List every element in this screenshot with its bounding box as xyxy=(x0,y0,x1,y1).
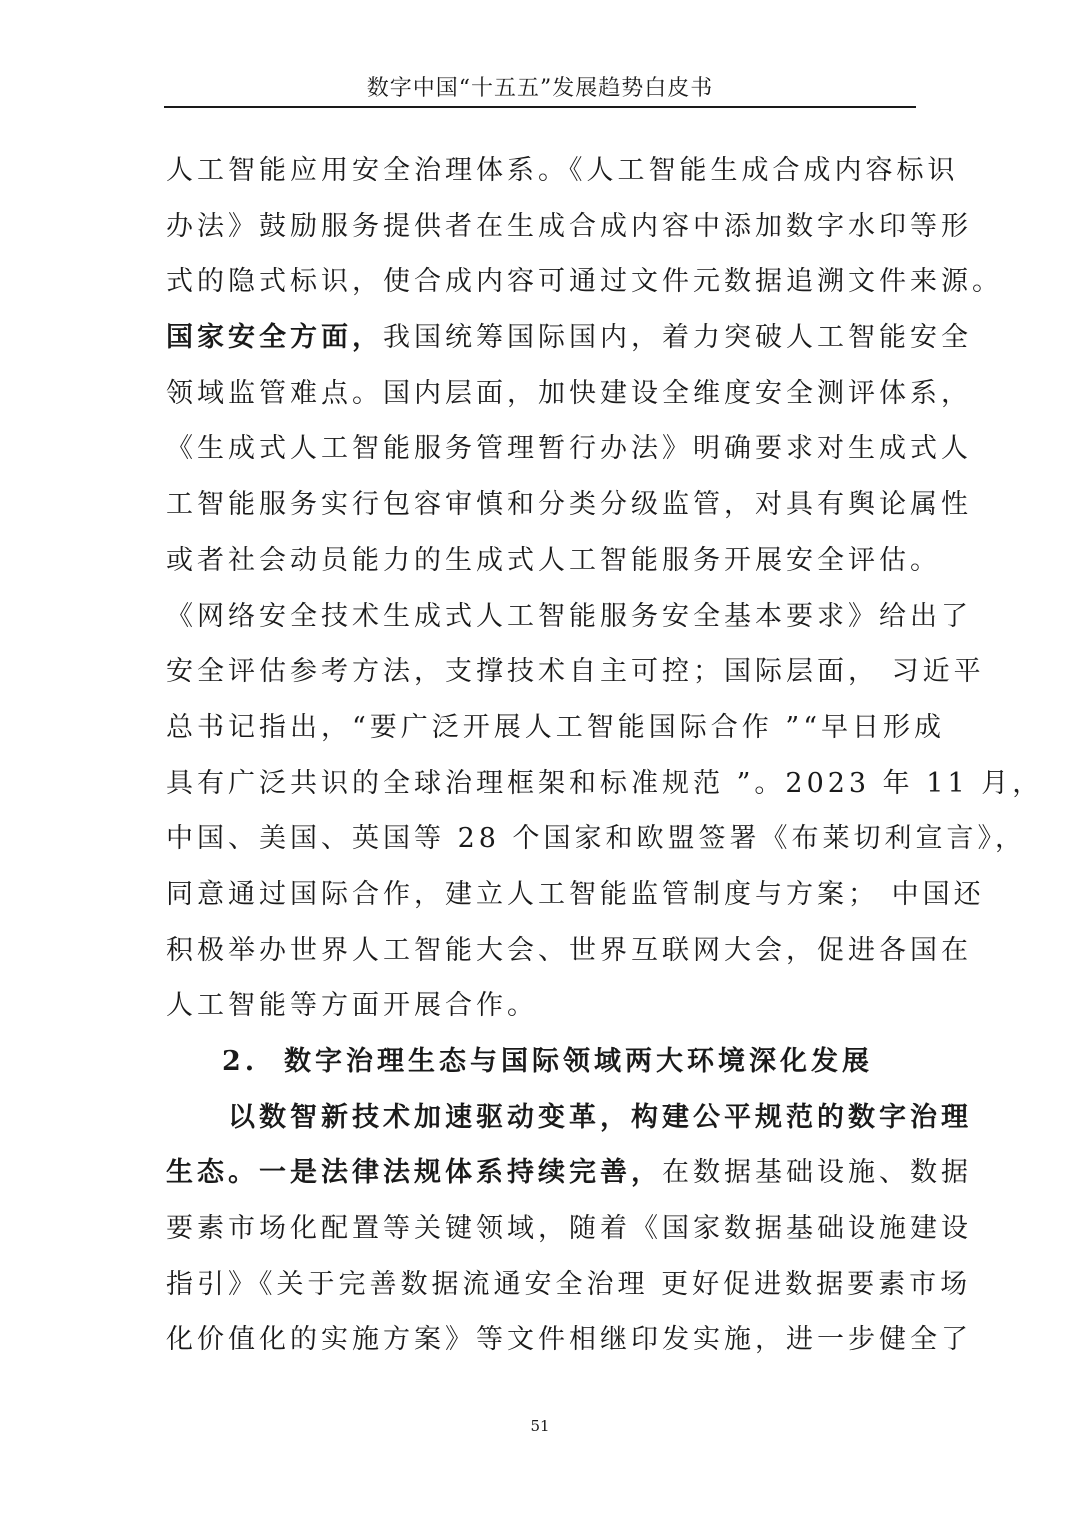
text-line: 总书记指出，“要广泛开展人工智能国际合作 ”“早日形成 xyxy=(166,711,945,743)
text-line: 积极举办世界人工智能大会、世界互联网大会，促进各国在 xyxy=(166,934,972,966)
text-line: 安全评估参考方法，支撑技术自主可控；国际层面， 习近平 xyxy=(166,656,985,688)
body-text xyxy=(166,143,1044,1368)
text-line: 要素市场化配置等关键领域，随着《国家数据基础设施建设 xyxy=(166,1213,972,1245)
text-line: 同意通过国际合作，建立人工智能监管制度与方案； 中国还 xyxy=(166,878,985,910)
page-number: 51 xyxy=(530,1417,550,1435)
text-line: 化价值化的实施方案》等文件相继印发实施，进一步健全了 xyxy=(166,1324,972,1356)
text-line: 人工智能等方面开展合作。 xyxy=(166,990,538,1022)
section-number: 2. xyxy=(222,1046,259,1077)
text-line: 《网络安全技术生成式人工智能服务安全基本要求》给出了 xyxy=(166,600,972,632)
section-title: 数字治理生态与国际领域两大环境深化发展 xyxy=(284,1046,873,1077)
text-line: 人工智能应用安全治理体系。《人工智能生成合成内容标识 xyxy=(166,155,959,186)
text-line: 指引》《关于完善数据流通安全治理 更好促进数据要素市场 xyxy=(166,1268,972,1300)
bold-lead-in: 国家安全方面， xyxy=(166,322,383,354)
text-line: 工智能服务实行包容审慎和分类分级监管，对具有舆论属性 xyxy=(166,489,972,521)
text-run: 我国统筹国际国内，着力突破人工智能安全 xyxy=(383,322,972,354)
text-run: 在数据基础设施、数据 xyxy=(662,1157,972,1189)
text-line xyxy=(166,1145,972,1201)
text-line: 《生成式人工智能服务管理暂行办法》明确要求对生成式人 xyxy=(166,433,972,465)
header-rule xyxy=(164,106,916,108)
text-line: 具有广泛共识的全球治理框架和标准规范 ”。2023 年 11 月， xyxy=(166,767,1044,799)
text-line: 领域监管难点。国内层面，加快建设全维度安全测评体系， xyxy=(166,377,972,409)
text-line: 式的隐式标识，使合成内容可通过文件元数据追溯文件来源。 xyxy=(166,266,1003,298)
section-heading xyxy=(166,1034,941,1090)
bold-lead-in: 生态。一是法律法规体系持续完善， xyxy=(166,1157,662,1189)
text-line: 办法》鼓励服务提供者在生成合成内容中添加数字水印等形 xyxy=(166,210,972,242)
text-line xyxy=(166,310,972,366)
paragraph-lead: 以数智新技术加速驱动变革，构建公平规范的数字治理 xyxy=(228,1101,972,1133)
running-header: 数字中国“十五五”发展趋势白皮书 xyxy=(366,76,714,101)
text-line: 中国、美国、英国等 28 个国家和欧盟签署《布莱切利宣言》， xyxy=(166,823,1027,855)
text-line: 或者社会动员能力的生成式人工智能服务开展安全评估。 xyxy=(166,544,941,576)
